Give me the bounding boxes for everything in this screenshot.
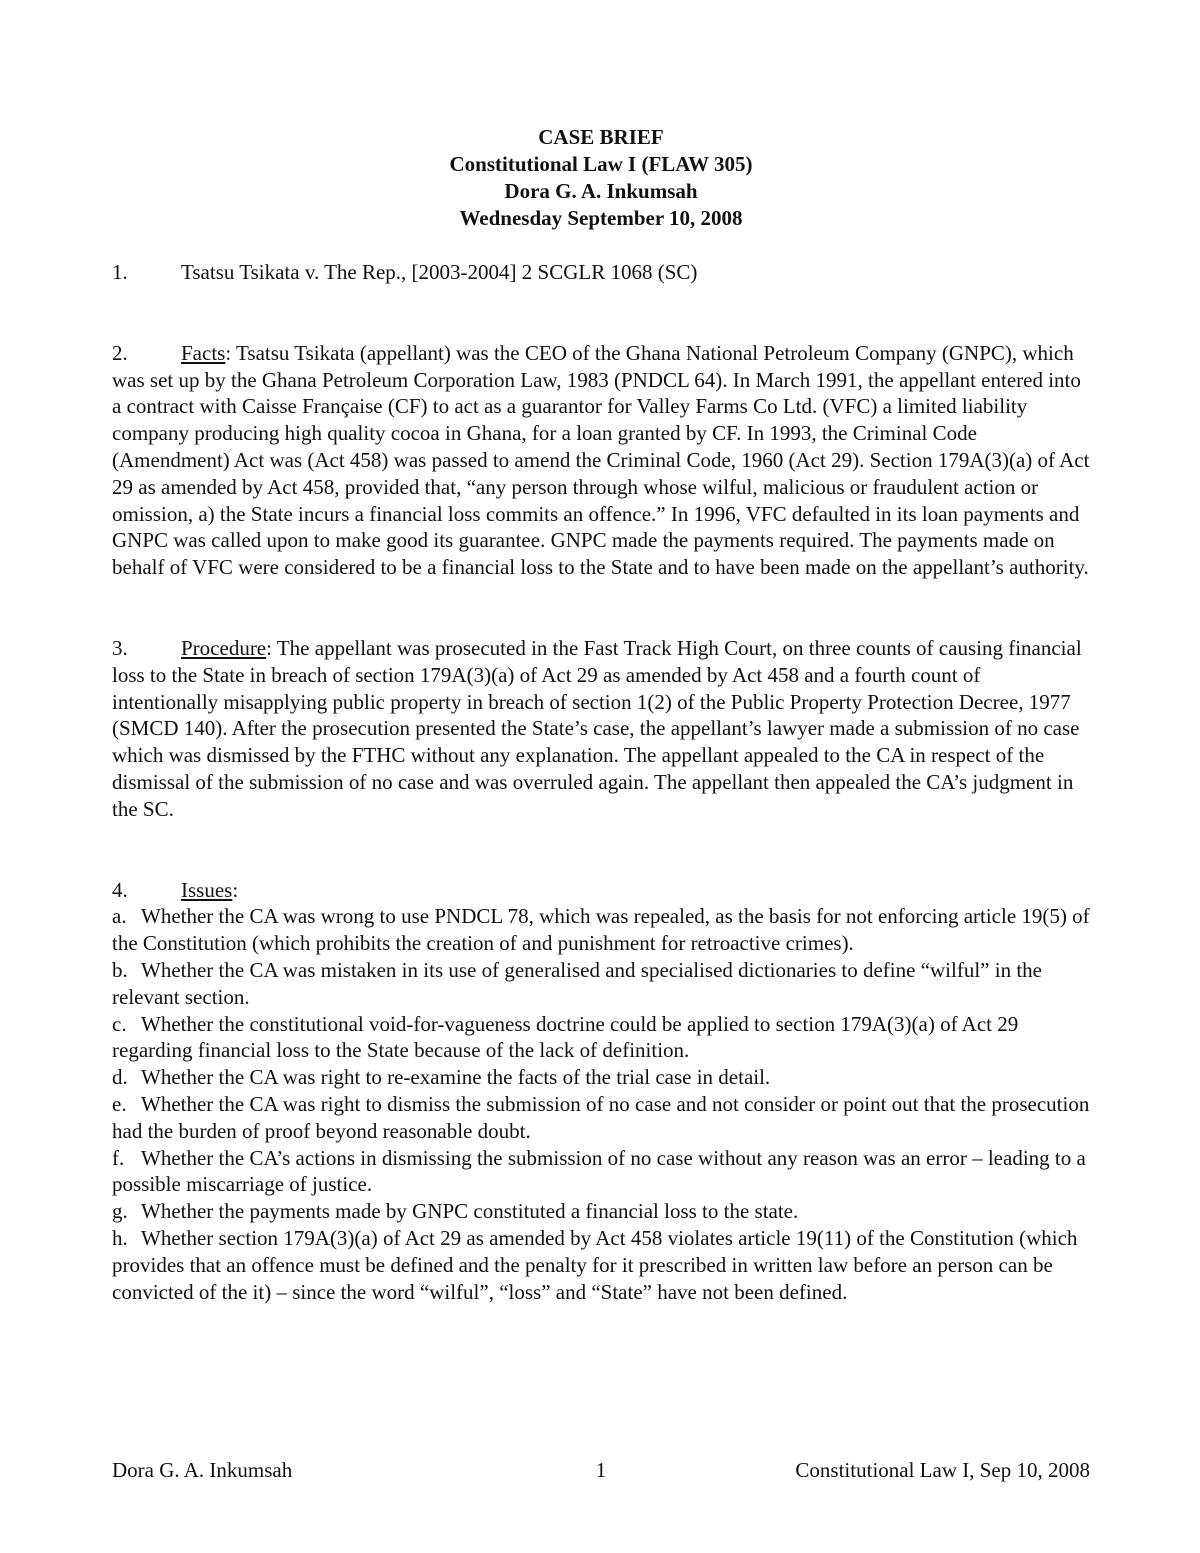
facts-text: : Tsatsu Tsikata (appellant) was the CEO of the Ghana National Petroleum Company (GNPC), which was set up by the Ghana Petroleum Corporation Law, 1983 (PNDCL 64). In March 1991, the appellant entered into a contract with Caisse Française (CF) to act as a guarantor for Valley Farms Co Ltd. (VFC) a limited liability company producing high quality cocoa in Ghana, for a loan granted by CF. In 1993, the Criminal Code (Amendment) Act was (Act 458) was passed to amend the Criminal Code, 1960 (Act 29). Section 179A(3)(a) of Act 29 as amended by Act 458, provided that, “any person through whose wilful, malicious or fraudulent action or omission, a) the State incurs a financial loss commits an offence.” In 1996, VFC defaulted in its loan payments and GNPC was called upon to make good its guarantee. GNPC made the payments required. The payments made on behalf of VFC were considered to be a financial loss to the State and to have been made on the appellant’s authority. bbox=[112, 340, 1090, 580]
issue-text: Whether the CA was mistaken in its use of generalised and specialised dictionaries to define “wilful” in the relevant section. bbox=[112, 957, 1042, 1009]
issue-letter: g. bbox=[112, 1199, 128, 1224]
issue-text: Whether the CA’s actions in dismissing the submission of no case without any reason was an error – leading to a possible miscarriage of justice. bbox=[112, 1145, 1086, 1197]
list-item bbox=[112, 903, 1090, 957]
issue-letter: a. bbox=[112, 904, 127, 929]
document-title: CASE BRIEF bbox=[538, 125, 664, 149]
procedure-section bbox=[112, 635, 1090, 823]
footer-course-date: Constitutional Law I, Sep 10, 2008 bbox=[795, 1458, 1090, 1482]
issue-letter: h. bbox=[112, 1225, 128, 1250]
issue-text: Whether the payments made by GNPC constituted a financial loss to the state. bbox=[141, 1199, 799, 1224]
list-item bbox=[112, 1011, 1090, 1065]
issues-heading-suffix: : bbox=[232, 877, 239, 902]
issue-letter: f. bbox=[112, 1145, 125, 1170]
issue-text: Whether the constitutional void-for-vagueness doctrine could be applied to section 179A(3)(a) of Act 29 regarding financial loss to the State because of the lack of definition. bbox=[112, 1011, 1019, 1063]
document-date: Wednesday September 10, 2008 bbox=[459, 206, 743, 230]
issue-letter: b. bbox=[112, 957, 128, 982]
issues-number: 4. bbox=[112, 877, 128, 902]
list-item bbox=[112, 1091, 1090, 1145]
issue-letter: e. bbox=[112, 1091, 127, 1116]
issues-list bbox=[112, 903, 1090, 1305]
case-citation bbox=[112, 259, 1090, 286]
list-item bbox=[112, 1064, 1090, 1091]
facts-heading: Facts bbox=[181, 340, 226, 365]
page-footer bbox=[112, 1457, 1090, 1484]
course-name: Constitutional Law I (FLAW 305) bbox=[449, 152, 753, 176]
issue-text: Whether section 179A(3)(a) of Act 29 as amended by Act 458 violates article 19(11) of the Constitution (which provides that an offence must be defined and the penalty for it prescribed in written law before an person can be convicted of the it) – since the word “wilful”, “loss” and “State” have not been defined. bbox=[112, 1225, 1078, 1304]
list-item bbox=[112, 957, 1090, 1011]
list-item bbox=[112, 1198, 1090, 1225]
issue-text: Whether the CA was right to re-examine the facts of the trial case in detail. bbox=[141, 1065, 771, 1090]
issue-text: Whether the CA was wrong to use PNDCL 78, which was repealed, as the basis for not enforcing article 19(5) of the Constitution (which prohibits the creation of and punishment for retroactive crimes). bbox=[112, 904, 1090, 956]
procedure-text: : The appellant was prosecuted in the Fast Track High Court, on three counts of causing financial loss to the State in breach of section 179A(3)(a) of Act 29 as amended by Act 458 and a fourth count of intentionally misapplying public property in breach of section 1(2) of the Public Property Protection Decree, 1977 (SMCD 140). After the prosecution presented the State’s case, the appellant’s lawyer made a submission of no case which was dismissed by the FTHC without any explanation. The appellant appealed to the CA in respect of the dismissal of the submission of no case and was overruled again. The appellant then appealed the CA’s judgment in the SC. bbox=[112, 635, 1082, 821]
list-item bbox=[112, 1225, 1090, 1305]
facts-section bbox=[112, 340, 1090, 581]
issue-letter: c. bbox=[112, 1011, 127, 1036]
issue-text: Whether the CA was right to dismiss the submission of no case and not consider or point out that the prosecution had the burden of proof beyond reasonable doubt. bbox=[112, 1091, 1090, 1143]
case-citation-text: Tsatsu Tsikata v. The Rep., [2003-2004] 2 SCGLR 1068 (SC) bbox=[181, 260, 698, 284]
procedure-number: 3. bbox=[112, 635, 128, 660]
list-item bbox=[112, 1145, 1090, 1199]
case-number: 1. bbox=[112, 260, 128, 284]
author-name: Dora G. A. Inkumsah bbox=[504, 179, 698, 203]
document-header bbox=[112, 124, 1090, 232]
facts-number: 2. bbox=[112, 340, 128, 365]
issues-section bbox=[112, 877, 1090, 904]
page-number: 1 bbox=[595, 1458, 607, 1482]
issue-letter: d. bbox=[112, 1065, 128, 1090]
procedure-heading: Procedure bbox=[181, 635, 267, 660]
footer-author: Dora G. A. Inkumsah bbox=[112, 1458, 293, 1482]
issues-heading: Issues bbox=[181, 877, 233, 902]
document-page bbox=[112, 124, 1090, 1305]
